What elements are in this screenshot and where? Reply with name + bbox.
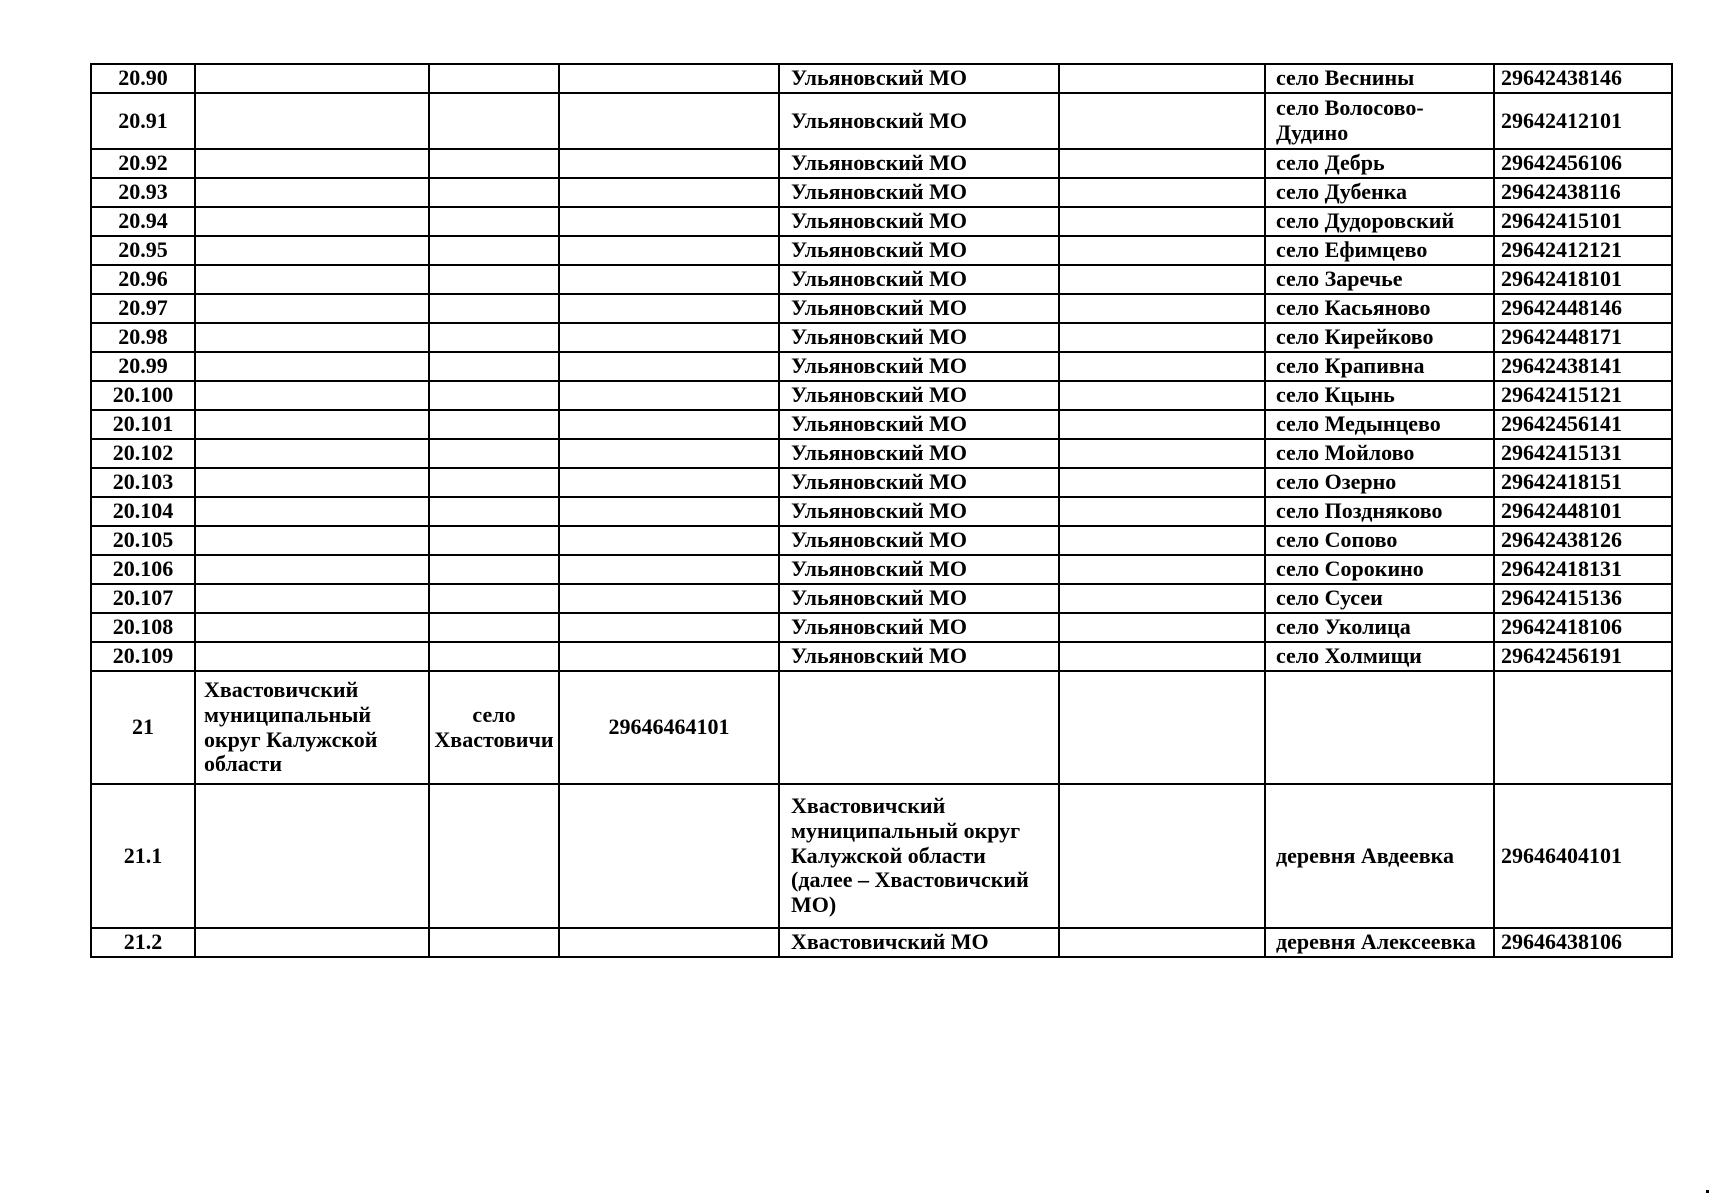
region-name-cell xyxy=(195,352,429,381)
settlement-name-cell: село Кцынь xyxy=(1265,381,1494,410)
settlement-name-cell: деревня Авдеевка xyxy=(1265,784,1494,928)
municipal-district-cell: Ульяновский МО xyxy=(779,497,1059,526)
settlement-name-cell: село Дебрь xyxy=(1265,149,1494,178)
table-row xyxy=(91,410,1672,439)
table-row xyxy=(91,294,1672,323)
table-row xyxy=(91,784,1672,928)
empty-cell-cell xyxy=(1059,671,1265,784)
region-name-cell xyxy=(195,526,429,555)
admin-center-code-cell xyxy=(559,928,779,957)
settlement-code-cell: 29642415121 xyxy=(1494,381,1672,410)
municipal-district-cell: Ульяновский МО xyxy=(779,236,1059,265)
region-name-cell xyxy=(195,642,429,671)
empty-cell-cell xyxy=(1059,149,1265,178)
admin-center-code-cell xyxy=(559,642,779,671)
empty-cell-cell xyxy=(1059,178,1265,207)
row-number-cell: 20.105 xyxy=(91,526,195,555)
empty-cell-cell xyxy=(1059,236,1265,265)
municipal-district-cell: Ульяновский МО xyxy=(779,178,1059,207)
settlement-code-cell: 29642456141 xyxy=(1494,410,1672,439)
row-number-cell: 20.102 xyxy=(91,439,195,468)
admin-center-code-cell xyxy=(559,265,779,294)
admin-center-cell xyxy=(429,642,559,671)
region-name-cell xyxy=(195,149,429,178)
settlement-name-cell: деревня Алексеевка xyxy=(1265,928,1494,957)
row-number-cell: 20.108 xyxy=(91,613,195,642)
municipal-district-cell: Ульяновский МО xyxy=(779,381,1059,410)
settlements-table xyxy=(90,63,1673,958)
region-name-cell xyxy=(195,584,429,613)
municipal-district-cell: Ульяновский МО xyxy=(779,439,1059,468)
empty-cell-cell xyxy=(1059,555,1265,584)
admin-center-cell xyxy=(429,207,559,236)
settlement-name-cell: село Мойлово xyxy=(1265,439,1494,468)
region-name-cell xyxy=(195,468,429,497)
row-number-cell: 20.91 xyxy=(91,93,195,149)
row-number-cell: 20.106 xyxy=(91,555,195,584)
settlement-code-cell: 29642412101 xyxy=(1494,93,1672,149)
settlement-code-cell: 29642418131 xyxy=(1494,555,1672,584)
empty-cell-cell xyxy=(1059,207,1265,236)
admin-center-cell xyxy=(429,323,559,352)
settlement-name-cell: село Крапивна xyxy=(1265,352,1494,381)
settlement-name-cell: село Холмищи xyxy=(1265,642,1494,671)
municipal-district-cell: Ульяновский МО xyxy=(779,613,1059,642)
settlement-code-cell: 29642438141 xyxy=(1494,352,1672,381)
table-row xyxy=(91,613,1672,642)
admin-center-cell xyxy=(429,439,559,468)
settlement-name-cell: село Кирейково xyxy=(1265,323,1494,352)
table-row xyxy=(91,497,1672,526)
empty-cell-cell xyxy=(1059,468,1265,497)
table-row xyxy=(91,323,1672,352)
admin-center-code-cell xyxy=(559,555,779,584)
settlement-name-cell: село Озерно xyxy=(1265,468,1494,497)
settlement-code-cell: 29642448146 xyxy=(1494,294,1672,323)
admin-center-cell xyxy=(429,613,559,642)
municipal-district-cell: Хвастовичский муниципальный округ Калужской области (далее – Хвастовичский МО) xyxy=(779,784,1059,928)
municipal-district-cell: Ульяновский МО xyxy=(779,323,1059,352)
empty-cell-cell xyxy=(1059,294,1265,323)
empty-cell-cell xyxy=(1059,410,1265,439)
settlement-code-cell: 29642415131 xyxy=(1494,439,1672,468)
row-number-cell: 20.90 xyxy=(91,64,195,93)
table-row xyxy=(91,352,1672,381)
admin-center-cell xyxy=(429,584,559,613)
settlement-code-cell: 29642415136 xyxy=(1494,584,1672,613)
settlement-code-cell: 29646404101 xyxy=(1494,784,1672,928)
admin-center-code-cell xyxy=(559,294,779,323)
row-number-cell: 20.100 xyxy=(91,381,195,410)
empty-cell-cell xyxy=(1059,64,1265,93)
admin-center-code-cell xyxy=(559,178,779,207)
table-row xyxy=(91,526,1672,555)
empty-cell-cell xyxy=(1059,497,1265,526)
admin-center-cell xyxy=(429,784,559,928)
admin-center-code-cell xyxy=(559,207,779,236)
municipal-district-cell: Ульяновский МО xyxy=(779,584,1059,613)
admin-center-code-cell xyxy=(559,613,779,642)
admin-center-cell xyxy=(429,555,559,584)
municipal-district-cell: Ульяновский МО xyxy=(779,410,1059,439)
region-name-cell xyxy=(195,381,429,410)
admin-center-cell xyxy=(429,381,559,410)
settlement-code-cell: 29642456191 xyxy=(1494,642,1672,671)
settlement-code-cell: 29642418101 xyxy=(1494,265,1672,294)
settlement-name-cell: село Волосово-Дудино xyxy=(1265,93,1494,149)
settlement-name-cell: село Дудоровский xyxy=(1265,207,1494,236)
empty-cell-cell xyxy=(1059,265,1265,294)
scan-dot xyxy=(1706,1190,1709,1193)
empty-cell-cell xyxy=(1059,642,1265,671)
admin-center-code-cell xyxy=(559,323,779,352)
region-name-cell xyxy=(195,439,429,468)
municipal-district-cell: Ульяновский МО xyxy=(779,555,1059,584)
region-name-cell xyxy=(195,64,429,93)
row-number-cell: 20.103 xyxy=(91,468,195,497)
admin-center-code-cell xyxy=(559,526,779,555)
table-row xyxy=(91,178,1672,207)
row-number-cell: 20.98 xyxy=(91,323,195,352)
settlement-code-cell: 29646438106 xyxy=(1494,928,1672,957)
table-row xyxy=(91,381,1672,410)
admin-center-code-cell xyxy=(559,381,779,410)
settlement-code-cell: 29642456106 xyxy=(1494,149,1672,178)
table-row xyxy=(91,642,1672,671)
table-row xyxy=(91,928,1672,957)
region-name-cell xyxy=(195,93,429,149)
admin-center-cell xyxy=(429,294,559,323)
admin-center-code-cell xyxy=(559,497,779,526)
row-number-cell: 20.93 xyxy=(91,178,195,207)
region-name-cell xyxy=(195,613,429,642)
settlement-name-cell: село Поздняково xyxy=(1265,497,1494,526)
municipal-district-cell: Хвастовичский МО xyxy=(779,928,1059,957)
admin-center-cell xyxy=(429,236,559,265)
municipal-district-cell: Ульяновский МО xyxy=(779,64,1059,93)
settlement-name-cell: село Веснины xyxy=(1265,64,1494,93)
admin-center-code-cell xyxy=(559,352,779,381)
admin-center-code-cell xyxy=(559,584,779,613)
admin-center-code-cell xyxy=(559,236,779,265)
settlement-name-cell: село Заречье xyxy=(1265,265,1494,294)
admin-center-code-cell xyxy=(559,439,779,468)
region-name-cell xyxy=(195,555,429,584)
admin-center-code-cell: 29646464101 xyxy=(559,671,779,784)
row-number-cell: 20.97 xyxy=(91,294,195,323)
empty-cell-cell xyxy=(1059,928,1265,957)
row-number-cell: 20.107 xyxy=(91,584,195,613)
table-body xyxy=(91,64,1672,957)
table-row xyxy=(91,671,1672,784)
settlement-code-cell: 29642418151 xyxy=(1494,468,1672,497)
admin-center-code-cell xyxy=(559,784,779,928)
row-number-cell: 20.104 xyxy=(91,497,195,526)
settlement-code-cell: 29642438116 xyxy=(1494,178,1672,207)
table-row xyxy=(91,64,1672,93)
admin-center-cell xyxy=(429,468,559,497)
settlement-name-cell: село Касьяново xyxy=(1265,294,1494,323)
admin-center-cell xyxy=(429,265,559,294)
municipal-district-cell: Ульяновский МО xyxy=(779,642,1059,671)
admin-center-cell xyxy=(429,497,559,526)
settlement-code-cell: 29642438146 xyxy=(1494,64,1672,93)
table-row xyxy=(91,555,1672,584)
admin-center-code-cell xyxy=(559,64,779,93)
row-number-cell: 20.95 xyxy=(91,236,195,265)
settlement-code-cell: 29642438126 xyxy=(1494,526,1672,555)
region-name-cell xyxy=(195,294,429,323)
table-row xyxy=(91,265,1672,294)
empty-cell-cell xyxy=(1059,352,1265,381)
settlement-name-cell: село Сорокино xyxy=(1265,555,1494,584)
municipal-district-cell: Ульяновский МО xyxy=(779,149,1059,178)
settlement-name-cell xyxy=(1265,671,1494,784)
municipal-district-cell: Ульяновский МО xyxy=(779,526,1059,555)
region-name-cell: Хвастовичский муниципальный округ Калужской области xyxy=(195,671,429,784)
row-number-cell: 21 xyxy=(91,671,195,784)
settlement-name-cell: село Сопово xyxy=(1265,526,1494,555)
table-row xyxy=(91,236,1672,265)
settlement-name-cell: село Ефимцево xyxy=(1265,236,1494,265)
admin-center-code-cell xyxy=(559,93,779,149)
region-name-cell xyxy=(195,265,429,294)
table-row xyxy=(91,584,1672,613)
admin-center-code-cell xyxy=(559,149,779,178)
row-number-cell: 20.109 xyxy=(91,642,195,671)
empty-cell-cell xyxy=(1059,323,1265,352)
settlement-code-cell: 29642448171 xyxy=(1494,323,1672,352)
admin-center-code-cell xyxy=(559,410,779,439)
row-number-cell: 21.2 xyxy=(91,928,195,957)
table-row xyxy=(91,439,1672,468)
admin-center-cell xyxy=(429,93,559,149)
empty-cell-cell xyxy=(1059,784,1265,928)
region-name-cell xyxy=(195,784,429,928)
municipal-district-cell: Ульяновский МО xyxy=(779,207,1059,236)
row-number-cell: 20.96 xyxy=(91,265,195,294)
table-row xyxy=(91,149,1672,178)
region-name-cell xyxy=(195,497,429,526)
settlement-code-cell xyxy=(1494,671,1672,784)
admin-center-cell: село Хвастовичи xyxy=(429,671,559,784)
municipal-district-cell: Ульяновский МО xyxy=(779,294,1059,323)
admin-center-cell xyxy=(429,526,559,555)
region-name-cell xyxy=(195,236,429,265)
settlement-code-cell: 29642448101 xyxy=(1494,497,1672,526)
empty-cell-cell xyxy=(1059,93,1265,149)
settlement-name-cell: село Дубенка xyxy=(1265,178,1494,207)
empty-cell-cell xyxy=(1059,613,1265,642)
empty-cell-cell xyxy=(1059,439,1265,468)
settlement-name-cell: село Уколица xyxy=(1265,613,1494,642)
municipal-district-cell: Ульяновский МО xyxy=(779,352,1059,381)
admin-center-cell xyxy=(429,178,559,207)
region-name-cell xyxy=(195,928,429,957)
empty-cell-cell xyxy=(1059,584,1265,613)
admin-center-cell xyxy=(429,149,559,178)
region-name-cell xyxy=(195,323,429,352)
settlement-name-cell: село Медынцево xyxy=(1265,410,1494,439)
admin-center-cell xyxy=(429,928,559,957)
row-number-cell: 21.1 xyxy=(91,784,195,928)
region-name-cell xyxy=(195,410,429,439)
row-number-cell: 20.92 xyxy=(91,149,195,178)
row-number-cell: 20.94 xyxy=(91,207,195,236)
admin-center-cell xyxy=(429,352,559,381)
municipal-district-cell: Ульяновский МО xyxy=(779,468,1059,497)
table-row xyxy=(91,207,1672,236)
settlement-code-cell: 29642412121 xyxy=(1494,236,1672,265)
region-name-cell xyxy=(195,207,429,236)
table-row xyxy=(91,468,1672,497)
settlement-code-cell: 29642418106 xyxy=(1494,613,1672,642)
municipal-district-cell: Ульяновский МО xyxy=(779,265,1059,294)
settlement-name-cell: село Сусеи xyxy=(1265,584,1494,613)
admin-center-cell xyxy=(429,410,559,439)
admin-center-cell xyxy=(429,64,559,93)
admin-center-code-cell xyxy=(559,468,779,497)
municipal-district-cell xyxy=(779,671,1059,784)
row-number-cell: 20.99 xyxy=(91,352,195,381)
row-number-cell: 20.101 xyxy=(91,410,195,439)
settlement-code-cell: 29642415101 xyxy=(1494,207,1672,236)
empty-cell-cell xyxy=(1059,526,1265,555)
region-name-cell xyxy=(195,178,429,207)
municipal-district-cell: Ульяновский МО xyxy=(779,93,1059,149)
table-row xyxy=(91,93,1672,149)
empty-cell-cell xyxy=(1059,381,1265,410)
